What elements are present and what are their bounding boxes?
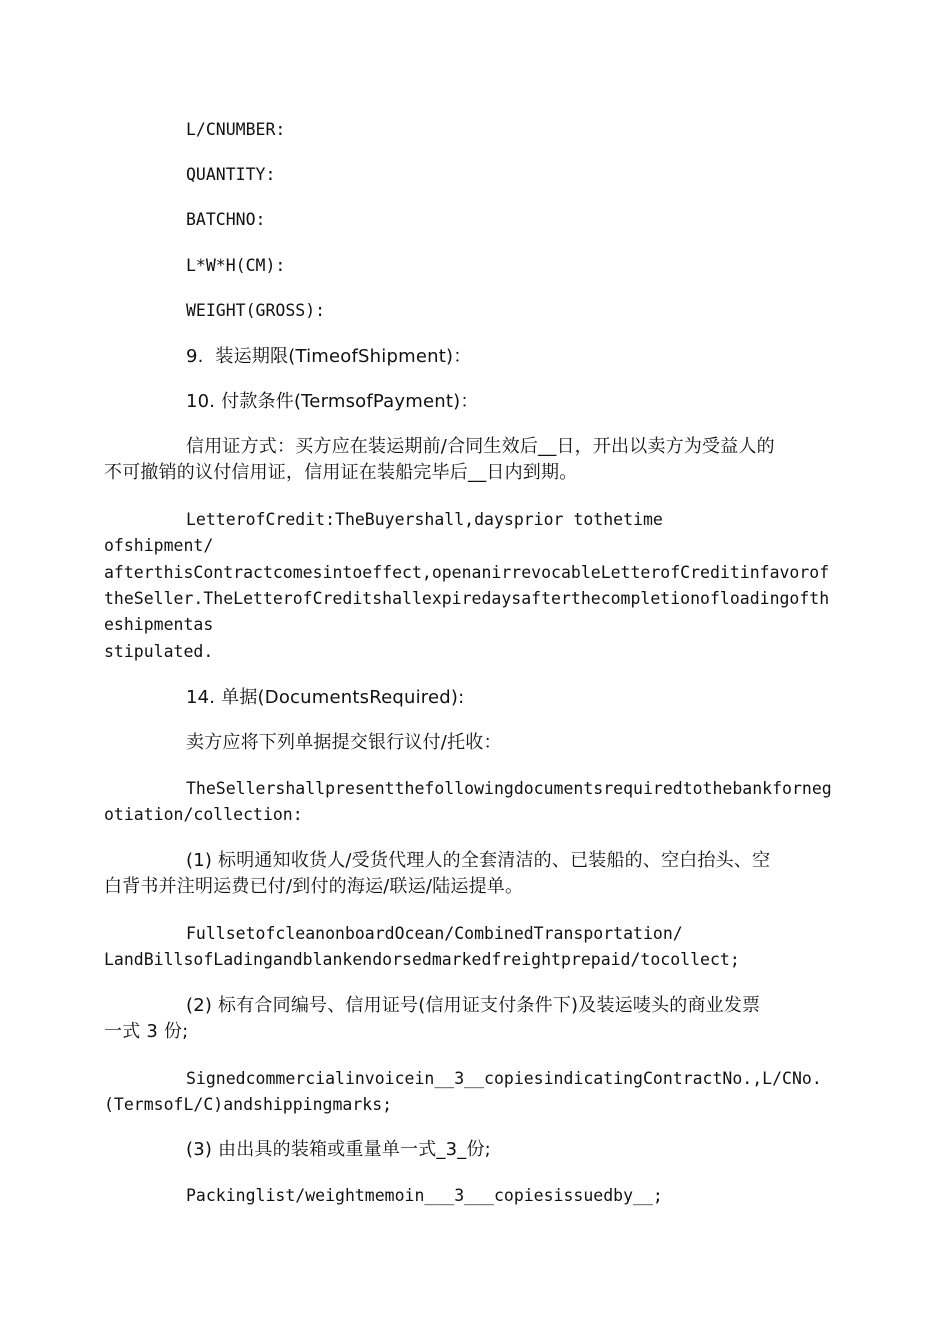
item-3-en: Packinglist/weightmemoin___3___copiesissuedby__; [186,1186,663,1205]
item-2-en-line-2: (TermsofL/C)andshippingmarks; [104,1095,393,1114]
documents-cn: 卖方应将下列单据提交银行议付/托收： [186,732,502,753]
item-1-en-line-2: LandBillsofLadingandblankendorsedmarkedfreightprepaid/tocollect; [104,950,740,969]
quantity-label: QUANTITY: [186,165,276,184]
lc-en-line-6: stipulated. [104,642,214,661]
shipment-time-heading: 9. 装运期限(TimeofShipment)： [186,346,472,367]
lc-en-line-4: theSeller.TheLetterofCreditshallexpiredaysafterthecompletionofloadingofth [104,589,830,608]
lc-cn-line-1: 信用证方式：买方应在装运期前/合同生效后__日，开出以卖方为受益人的 [186,436,775,457]
lc-number-label: L/CNUMBER: [186,120,286,139]
documents-heading: 14. 单据(DocumentsRequired): [186,687,465,708]
lc-en-line-3: afterthisContractcomesintoeffect,openanirrevocableLetterofCreditinfavorof [104,563,830,582]
item-1-cn-line-1: (1) 标明通知收货人/受货代理人的全套清洁的、已装船的、空白抬头、空 [186,850,771,871]
item-1-en-line-1: FullsetofcleanonboardOcean/CombinedTransportation/ [186,924,683,943]
item-2-cn-line-2: 一式 3 份; [104,1021,189,1042]
weight-gross-label: WEIGHT(GROSS): [186,301,326,320]
lc-en-line-2: ofshipment/ [104,536,214,555]
documents-en-line-1: TheSellershallpresentthefollowingdocumentsrequiredtothebankforneg [186,779,832,798]
dimensions-label: L*W*H(CM): [186,256,286,275]
lc-en-line-5: eshipmentas [104,615,214,634]
documents-en-line-2: otiation/collection: [104,805,303,824]
item-3-cn: (3) 由出具的装箱或重量单一式_3_份; [186,1139,491,1160]
item-2-cn-line-1: (2) 标有合同编号、信用证号(信用证支付条件下)及装运唛头的商业发票 [186,995,761,1016]
lc-en-line-1: LetterofCredit:TheBuyershall,daysprior tothetime [186,510,663,529]
item-2-en-line-1: Signedcommercialinvoicein__3__copiesindicatingContractNo.,L/CNo. [186,1069,822,1088]
batch-no-label: BATCHNO: [186,210,266,229]
payment-terms-heading: 10. 付款条件(TermsofPayment)： [186,391,479,412]
item-1-cn-line-2: 白背书并注明运费已付/到付的海运/联运/陆运提单。 [104,876,524,897]
lc-cn-line-2: 不可撤销的议付信用证，信用证在装船完毕后__日内到期。 [104,462,578,483]
